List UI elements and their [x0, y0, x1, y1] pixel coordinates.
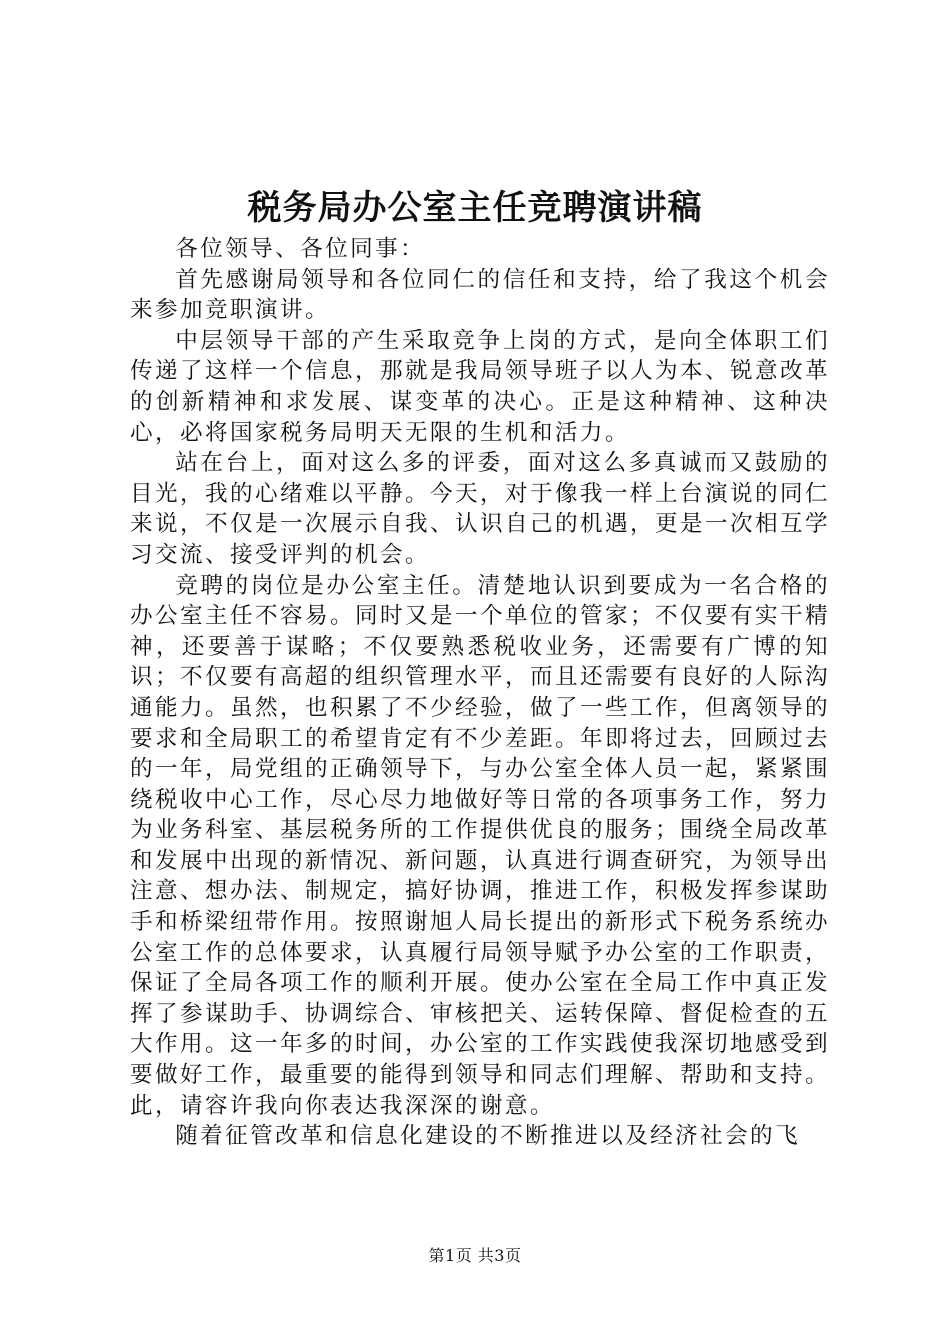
page-number: 第1页 共3页: [428, 1246, 522, 1265]
page-title: 税务局办公室主任竞聘演讲稿: [247, 188, 703, 228]
paragraph-on-stage: 站在台上，面对这么多的评委，面对这么多真诚而又鼓励的目光，我的心绪难以平静。今天，对于像我一样上台演说的同仁来说，不仅是一次展示自我、认识自己的机遇，更是一次相互学习交流、接受评判的机会。: [130, 450, 830, 568]
paragraph-continuation: 随着征管改革和信息化建设的不断推进以及经济社会的飞: [175, 1123, 801, 1150]
document-body: [130, 234, 830, 1152]
paragraph-salutation: 各位领导、各位同事：: [175, 236, 426, 262]
paragraph-competition: 中层领导干部的产生采取竞争上岗的方式，是向全体职工们传递了这样一个信息，那就是我局领导班子以人为本、锐意改革的创新精神和求发展、谋变革的决心。正是这种精神、这种决心，必将国家税务局明天无限的生机和活力。: [130, 327, 830, 446]
paragraph-position: 竞聘的岗位是办公室主任。清楚地认识到要成为一名合格的办公室主任不容易。同时又是一个单位的管家；不仅要有实干精神，还要善于谋略；不仅要熟悉税收业务，还需要有广博的知识；不仅要有高超的组织管理水平，而且还需要有良好的人际沟通能力。虽然，也积累了不少经验，做了一些工作，但离领导的要求和全局职工的希望肯定有不少差距。年即将过去，回顾过去的一年，局党组的正确领导下，与办公室全体人员一起，紧紧围绕税收中心工作，尽心尽力地做好等日常的各项事务工作，努力为业务科室、基层税务所的工作提供优良的服务；围绕全局改革和发展中出现的新情况、新问题，认真进行调查研究，为领导出注意、想办法、制规定，搞好协调，推进工作，积极发挥参谋助手和桥梁纽带作用。按照谢旭人局长提出的新形式下税务系统办公室工作的总体要求，认真履行局领导赋予办公室的工作职责，保证了全局各项工作的顺利开展。使办公室在全局工作中真正发挥了参谋助手、协调综合、审核把关、运转保障、督促检查的五大作用。这一年多的时间，办公室的工作实践使我深切地感受到要做好工作，最重要的能得到领导和同志们理解、帮助和支持。此，请容许我向你表达我深深的谢意。: [130, 572, 830, 1119]
paragraph-thanks: 首先感谢局领导和各位同仁的信任和支持，给了我这个机会来参加竞职演讲。: [130, 266, 830, 324]
